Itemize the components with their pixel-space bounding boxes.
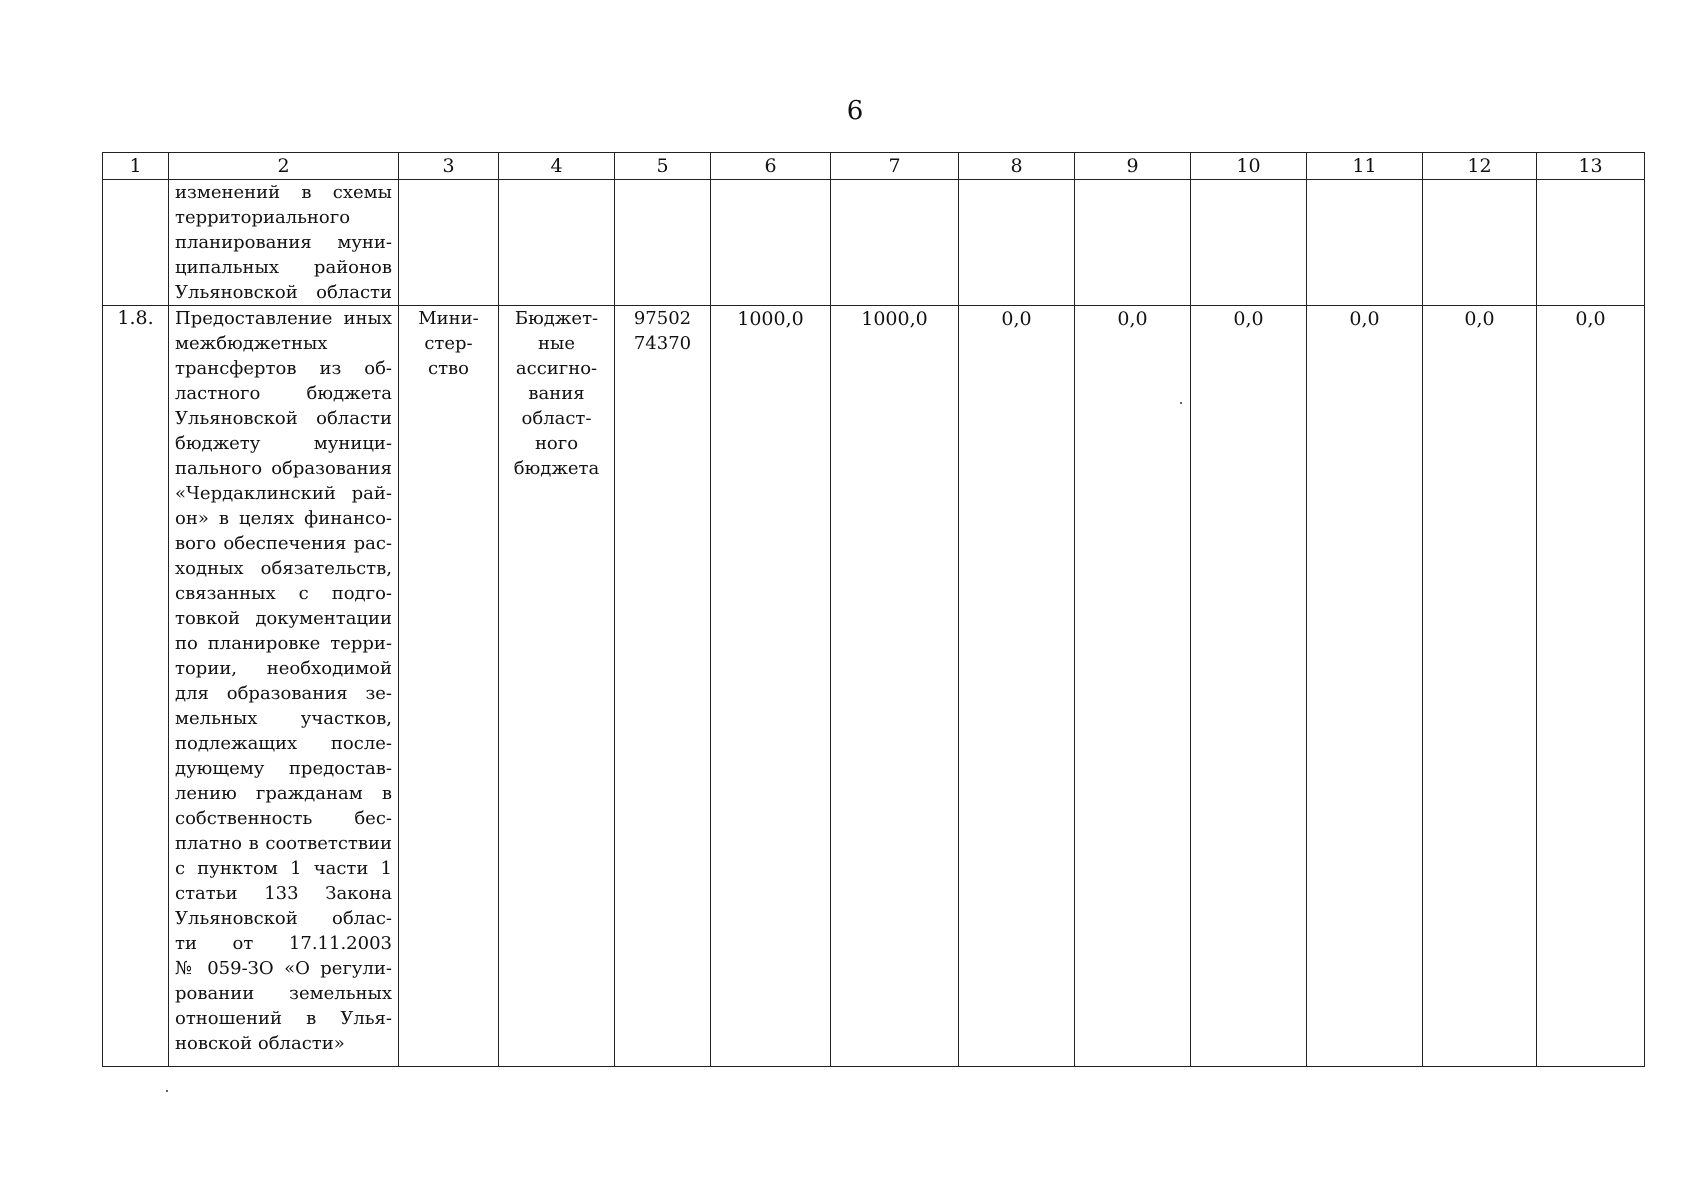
description-line: подлежащих после-	[175, 733, 392, 754]
header-cell: 13	[1537, 153, 1645, 180]
description-line: ходных обязательств,	[175, 558, 392, 579]
row-number-cell	[103, 180, 169, 306]
description-line: по планировке терри-	[175, 633, 392, 654]
header-cell: 7	[831, 153, 959, 180]
table-row-continuation	[103, 180, 1645, 306]
code-cell	[615, 180, 711, 306]
value-cell	[711, 306, 831, 1067]
description-line: ровании земельных	[175, 983, 392, 1004]
description-line: межбюджетных	[175, 333, 328, 354]
description-line: собственность бес-	[175, 808, 392, 829]
value: 0,0	[1233, 308, 1264, 330]
source-line: ного	[534, 433, 579, 454]
header-cell: 8	[959, 153, 1075, 180]
description-line: ципальных районов	[175, 257, 392, 278]
value: 0,0	[1575, 308, 1606, 330]
value: 0,0	[1464, 308, 1495, 330]
executor-line: ство	[427, 358, 469, 379]
value-cell	[1191, 306, 1307, 1067]
description-line: Ульяновской области	[175, 408, 392, 429]
value-cell	[1537, 306, 1645, 1067]
description-line: лению гражданам в	[175, 783, 392, 804]
description-cell	[169, 306, 399, 1067]
value-cell	[1075, 180, 1191, 306]
description-line: вого обеспечения рас-	[175, 533, 392, 554]
description-line: он» в целях финансо-	[175, 508, 392, 529]
page-number: 6	[846, 96, 864, 126]
description-line: отношений в Улья-	[175, 1008, 392, 1029]
value-cell	[1307, 306, 1423, 1067]
description-line: планирования муни-	[175, 232, 392, 253]
source-line: област-	[521, 408, 592, 429]
value: 0,0	[1117, 308, 1148, 330]
description-line: Предоставление иных	[175, 308, 392, 329]
value-cell	[959, 306, 1075, 1067]
description-line: платно в соответствии	[175, 833, 392, 854]
executor-line: стер-	[424, 333, 473, 354]
executor-line: Мини-	[418, 308, 479, 329]
description-line: статьи 133 Закона	[175, 883, 392, 904]
row-number: 1.8.	[117, 307, 154, 329]
budget-table	[102, 152, 1645, 1067]
value-cell	[1307, 180, 1423, 306]
code-line: 97502	[633, 308, 692, 329]
value: 0,0	[1349, 308, 1380, 330]
value-cell	[1537, 180, 1645, 306]
scan-speck	[166, 1090, 168, 1092]
description-line: изменений в схемы	[175, 182, 392, 203]
header-cell: 6	[711, 153, 831, 180]
value: 0,0	[1001, 308, 1032, 330]
executor-cell	[399, 180, 499, 306]
description-line: трансфертов из об-	[175, 358, 392, 379]
value-cell	[1191, 180, 1307, 306]
value-cell	[1423, 180, 1537, 306]
description-line: новской области»	[175, 1033, 345, 1054]
description-line: связанных с подго-	[175, 583, 392, 604]
value-cell	[959, 180, 1075, 306]
code-cell	[615, 306, 711, 1067]
header-cell: 5	[615, 153, 711, 180]
table-row-1-8	[103, 306, 1645, 1067]
scan-speck	[1180, 402, 1182, 404]
description-line: Ульяновской области	[175, 282, 392, 303]
value-cell	[1075, 306, 1191, 1067]
row-number-cell	[103, 306, 169, 1067]
source-line: Бюджет-	[514, 308, 599, 329]
header-cell: 4	[499, 153, 615, 180]
header-cell: 10	[1191, 153, 1307, 180]
source-line: бюджета	[513, 458, 600, 479]
code-line: 74370	[633, 333, 692, 354]
source-line: вания	[528, 383, 585, 404]
value: 1000,0	[861, 308, 928, 330]
header-cell: 12	[1423, 153, 1537, 180]
description-line: бюджету муници-	[175, 433, 392, 454]
header-cell: 9	[1075, 153, 1191, 180]
description-line: с пунктом 1 части 1	[175, 858, 392, 879]
value-cell	[831, 180, 959, 306]
source-cell	[499, 306, 615, 1067]
header-cell: 3	[399, 153, 499, 180]
description-line: для образования зе-	[175, 683, 392, 704]
header-cell: 2	[169, 153, 399, 180]
table-header-row	[103, 153, 1645, 180]
source-line: ные	[538, 333, 575, 354]
source-line: ассигно-	[515, 358, 598, 379]
header-cell: 11	[1307, 153, 1423, 180]
description-line: ти от 17.11.2003	[175, 933, 392, 954]
source-cell	[499, 180, 615, 306]
value-cell	[1423, 306, 1537, 1067]
description-line: мельных участков,	[175, 708, 392, 729]
description-line: пального образования	[175, 458, 392, 479]
description-line: ластного бюджета	[175, 383, 392, 404]
description-line: товкой документации	[175, 608, 392, 629]
description-line: Ульяновской облас-	[175, 908, 392, 929]
description-line: территориального	[175, 207, 351, 228]
description-line: «Чердаклинский рай-	[175, 483, 392, 504]
description-line: дующему предостав-	[175, 758, 392, 779]
description-line: № 059-ЗО «О регули-	[175, 958, 392, 979]
executor-cell	[399, 306, 499, 1067]
header-cell: 1	[103, 153, 169, 180]
value-cell	[831, 306, 959, 1067]
value: 1000,0	[737, 308, 804, 330]
value-cell	[711, 180, 831, 306]
description-cell	[169, 180, 399, 306]
description-line: тории, необходимой	[175, 658, 392, 679]
